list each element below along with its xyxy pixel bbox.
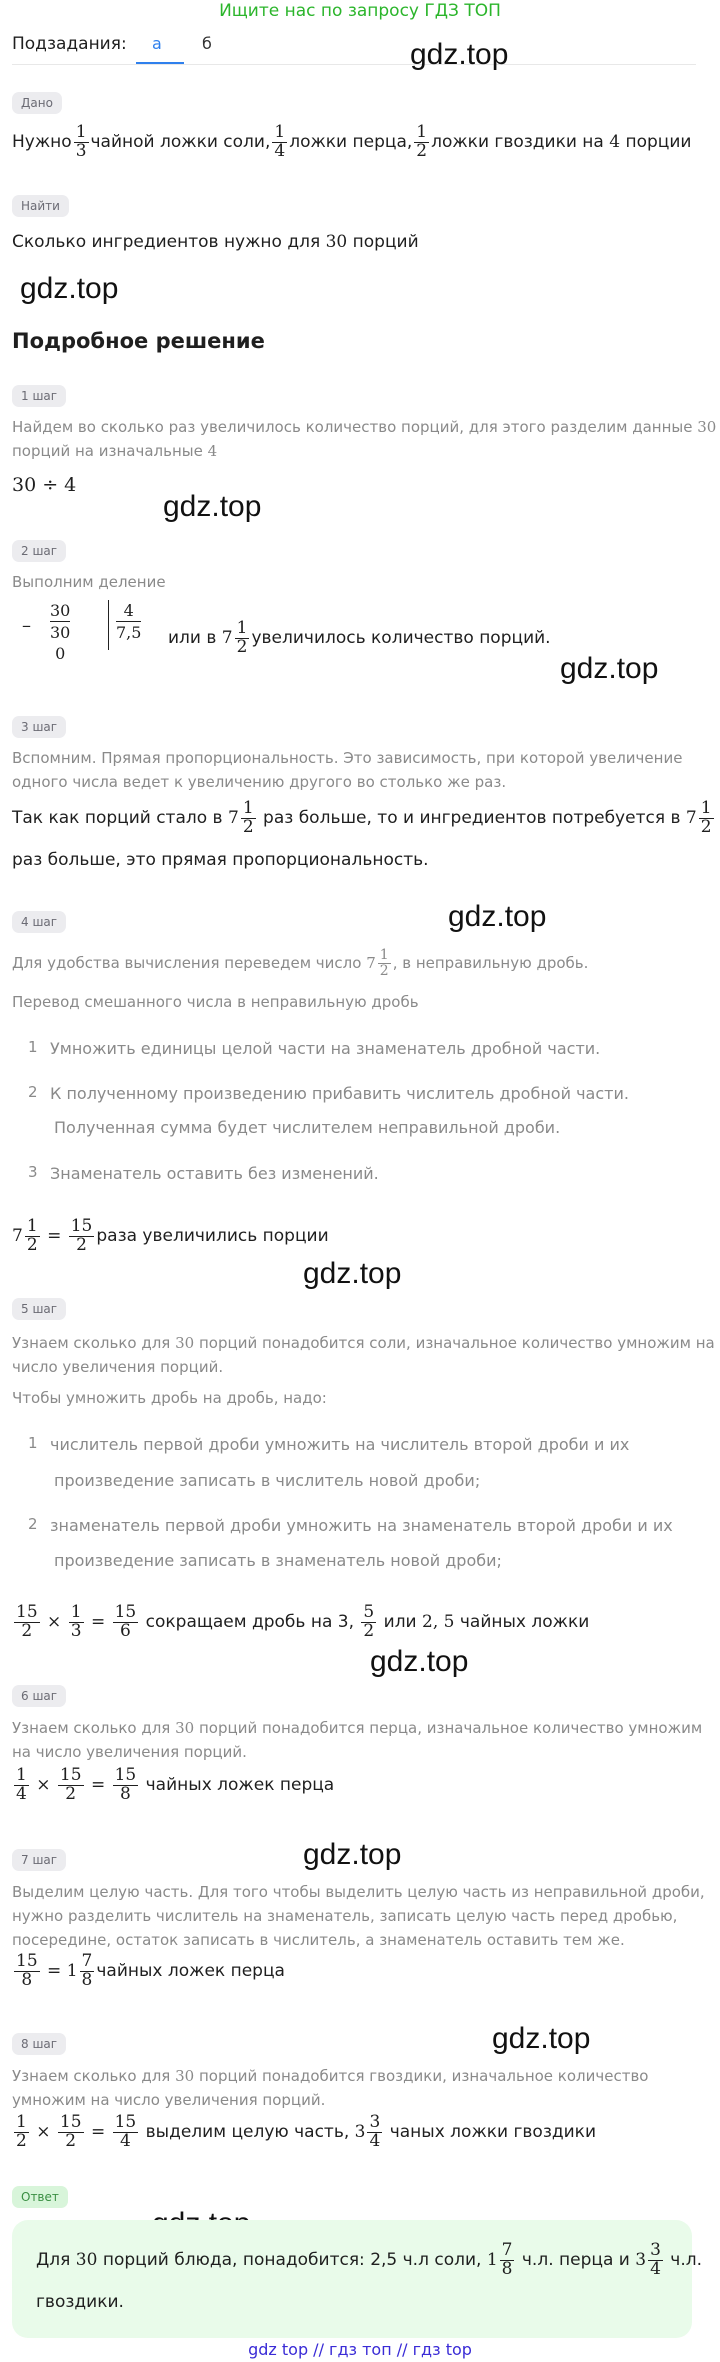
fraction: $\frac{15}{2}$ [59, 2112, 82, 2151]
fraction: $\frac{1}{3}$ [70, 1602, 82, 1641]
watermark: gdz.top [448, 900, 547, 933]
watermark: gdz.top [163, 490, 262, 523]
step5-text-line3: Чтобы умножить дробь на дробь, надо: [12, 1389, 327, 1407]
answer-line2: гвоздики. [36, 2292, 124, 2312]
step6-text-line2: на число увеличения порций. [12, 1743, 247, 1761]
fraction: $\frac{1}{2}$ [236, 618, 248, 657]
step7-text-line3: посередине, остаток записать в числитель, а знаменатель оставить тем же. [12, 1931, 625, 1949]
list-item: Умножить единицы целой части на знаменатель дробной части. [50, 1039, 601, 1058]
step7-equation: $\frac{15}{8}$ = 1 $\frac{7}{8}$ чайных ложек перца [16, 1951, 285, 1990]
fraction: $\frac{7}{8}$ [81, 1951, 93, 1990]
step5-text-line1: Узнаем сколько для 30 порций понадобится соли, изначальное количество умножим на [12, 1334, 715, 1352]
find-statement: Сколько ингредиентов нужно для 30 порций [12, 232, 419, 252]
step-badge: 1 шаг [12, 385, 66, 407]
fraction: $\frac{1}{3}$ [75, 122, 87, 161]
fraction: $\frac{7}{8}$ [501, 2240, 513, 2279]
long-division-right: 4 7,5 [116, 601, 142, 642]
fraction: $\frac{1}{2}$ [26, 1216, 38, 1255]
watermark: gdz.top [303, 1838, 402, 1871]
fraction: $\frac{15}{2}$ [70, 1216, 93, 1255]
fraction: $\frac{5}{2}$ [363, 1602, 375, 1641]
fraction: $\frac{15}{2}$ [59, 1765, 82, 1804]
tab-a[interactable]: а [152, 34, 162, 53]
step-badge: 5 шаг [12, 1298, 66, 1320]
list-item: знаменатель первой дроби умножить на знаменатель второй дроби и их [50, 1516, 673, 1535]
step-badge: 3 шаг [12, 716, 66, 738]
step3-rule-line1: Вспомним. Прямая пропорциональность. Это зависимость, при которой увеличение [12, 749, 683, 767]
fraction: $\frac{1}{2}$ [700, 798, 712, 837]
fraction: $\frac{1}{2}$ [416, 122, 428, 161]
fraction: $\frac{3}{4}$ [369, 2112, 381, 2151]
fraction: $\frac{15}{8}$ [16, 1951, 38, 1990]
list-number: 1 [28, 1038, 38, 1056]
step8-text-line1: Узнаем сколько для 30 порций понадобится гвоздики, изначальное количество [12, 2067, 649, 2085]
long-division-bar [108, 600, 109, 650]
watermark: gdz.top [560, 652, 659, 685]
watermark: gdz.top [492, 2022, 591, 2055]
step6-equation: $\frac{1}{4}$ × $\frac{15}{2}$ = $\frac{15}{8}$ чайных ложек перца [16, 1765, 335, 1804]
footer-links[interactable]: gdz top // гдз топ // гдз top [248, 2340, 472, 2359]
list-number: 1 [28, 1434, 38, 1452]
step3-rule-line2: одного числа ведет к увеличению другого во столько же раз. [12, 773, 507, 791]
step5-equation: $\frac{15}{2}$ × $\frac{1}{3}$ = $\frac{15}{6}$ сокращаем дробь на 3, $\frac{5}{2}$ или 2, 5 чайных ложки [16, 1602, 590, 1641]
solution-title: Подробное решение [12, 329, 265, 353]
watermark: gdz.top [20, 272, 119, 305]
subtasks-label: Подзадания: [12, 34, 127, 54]
list-item-continuation: произведение записать в знаменатель новой дроби; [54, 1551, 502, 1570]
promo-banner[interactable]: Ищите нас по запросу ГДЗ ТОП [219, 1, 501, 21]
find-badge: Найти [12, 195, 69, 217]
list-item-continuation: произведение записать в числитель новой дроби; [54, 1471, 481, 1490]
step8-equation: $\frac{1}{2}$ × $\frac{15}{2}$ = $\frac{15}{4}$ выделим целую часть, 3 $\frac{3}{4}$ чаных ложки гвоздики [16, 2112, 596, 2151]
given-statement: Нужно $\frac{1}{3}$ чайной ложки соли, $\frac{1}{4}$ ложки перца, $\frac{1}{2}$ ложки гвоздики на 4 порции [12, 122, 692, 161]
given-badge: Дано [12, 92, 62, 114]
step3-statement-line2: раз больше, это прямая пропорциональность. [12, 850, 429, 870]
step5-text-line2: число увеличения порций. [12, 1358, 224, 1376]
fraction: $\frac{3}{4}$ [650, 2240, 661, 2279]
step-badge: 4 шаг [12, 911, 66, 933]
answer-line1: Для 30 порций блюда, понадобится: 2,5 ч.л соли, 1 $\frac{7}{8}$ ч.л. перца и 3 $\frac{3}{4}$ ч.л. [36, 2240, 703, 2279]
answer-badge: Ответ [12, 2186, 68, 2208]
watermark: gdz.top [303, 1257, 402, 1290]
step1-expression: 30 ÷ 4 [12, 474, 77, 496]
step4-text-line1: Для удобства вычисления переведем число 7 $\frac{1}{2}$ , в неправильную дробь. [12, 947, 589, 979]
list-item: Знаменатель оставить без изменений. [50, 1164, 379, 1183]
step-badge: 2 шаг [12, 540, 66, 562]
watermark: gdz.top [370, 1645, 469, 1678]
list-number: 2 [28, 1083, 38, 1101]
step2-result: или в 7 $\frac{1}{2}$ увеличилось количество порций. [168, 618, 551, 657]
list-item: К полученному произведению прибавить числитель дробной части. [50, 1084, 629, 1103]
long-division-minus: – [22, 615, 31, 636]
watermark: gdz.top [410, 38, 509, 71]
fraction: $\frac{1}{2}$ [242, 798, 254, 837]
step-badge: 8 шаг [12, 2033, 66, 2055]
fraction: $\frac{15}{8}$ [114, 1765, 137, 1804]
list-number: 3 [28, 1163, 38, 1181]
long-division-left: 30 30 0 [50, 601, 71, 663]
list-item: числитель первой дроби умножить на числитель второй дроби и их [50, 1435, 630, 1454]
fraction: $\frac{1}{2}$ [379, 947, 389, 979]
tabs-divider [12, 64, 696, 65]
step2-text: Выполним деление [12, 573, 166, 591]
step1-text-line1: Найдем во сколько раз увеличилось количество порций, для этого разделим данные 30 [12, 418, 717, 436]
step4-text-line2: Перевод смешанного числа в неправильную дробь [12, 993, 419, 1011]
list-number: 2 [28, 1515, 38, 1533]
fraction: $\frac{15}{4}$ [114, 2112, 137, 2151]
step3-statement-line1: Так как порций стало в 7 $\frac{1}{2}$ раз больше, то и ингредиентов потребуется в 7 $\frac{1}{2}$ [12, 798, 712, 837]
step-badge: 7 шаг [12, 1849, 66, 1871]
step8-text-line2: умножим на число увеличения порций. [12, 2091, 326, 2109]
fraction: $\frac{1}{2}$ [16, 2112, 27, 2151]
step6-text-line1: Узнаем сколько для 30 порций понадобится перца, изначальное количество умножим [12, 1719, 703, 1737]
fraction: $\frac{1}{4}$ [274, 122, 286, 161]
fraction: $\frac{1}{4}$ [16, 1765, 27, 1804]
step7-text-line1: Выделим целую часть. Для того чтобы выделить целую часть из неправильной дроби, [12, 1883, 705, 1901]
fraction: $\frac{15}{6}$ [114, 1602, 137, 1641]
step7-text-line2: нужно разделить числитель на знаменатель, записать целую часть перед дробью, [12, 1907, 678, 1925]
tab-b[interactable]: б [202, 34, 212, 53]
step1-text-line2: порций на изначальные 4 [12, 442, 218, 460]
fraction: $\frac{15}{2}$ [16, 1602, 38, 1641]
answer-box [12, 2220, 692, 2338]
step-badge: 6 шаг [12, 1685, 66, 1707]
list-item-continuation: Полученная сумма будет числителем неправильной дроби. [54, 1118, 561, 1137]
step4-equation: 7 $\frac{1}{2}$ = $\frac{15}{2}$ раза увеличились порции [12, 1216, 329, 1255]
